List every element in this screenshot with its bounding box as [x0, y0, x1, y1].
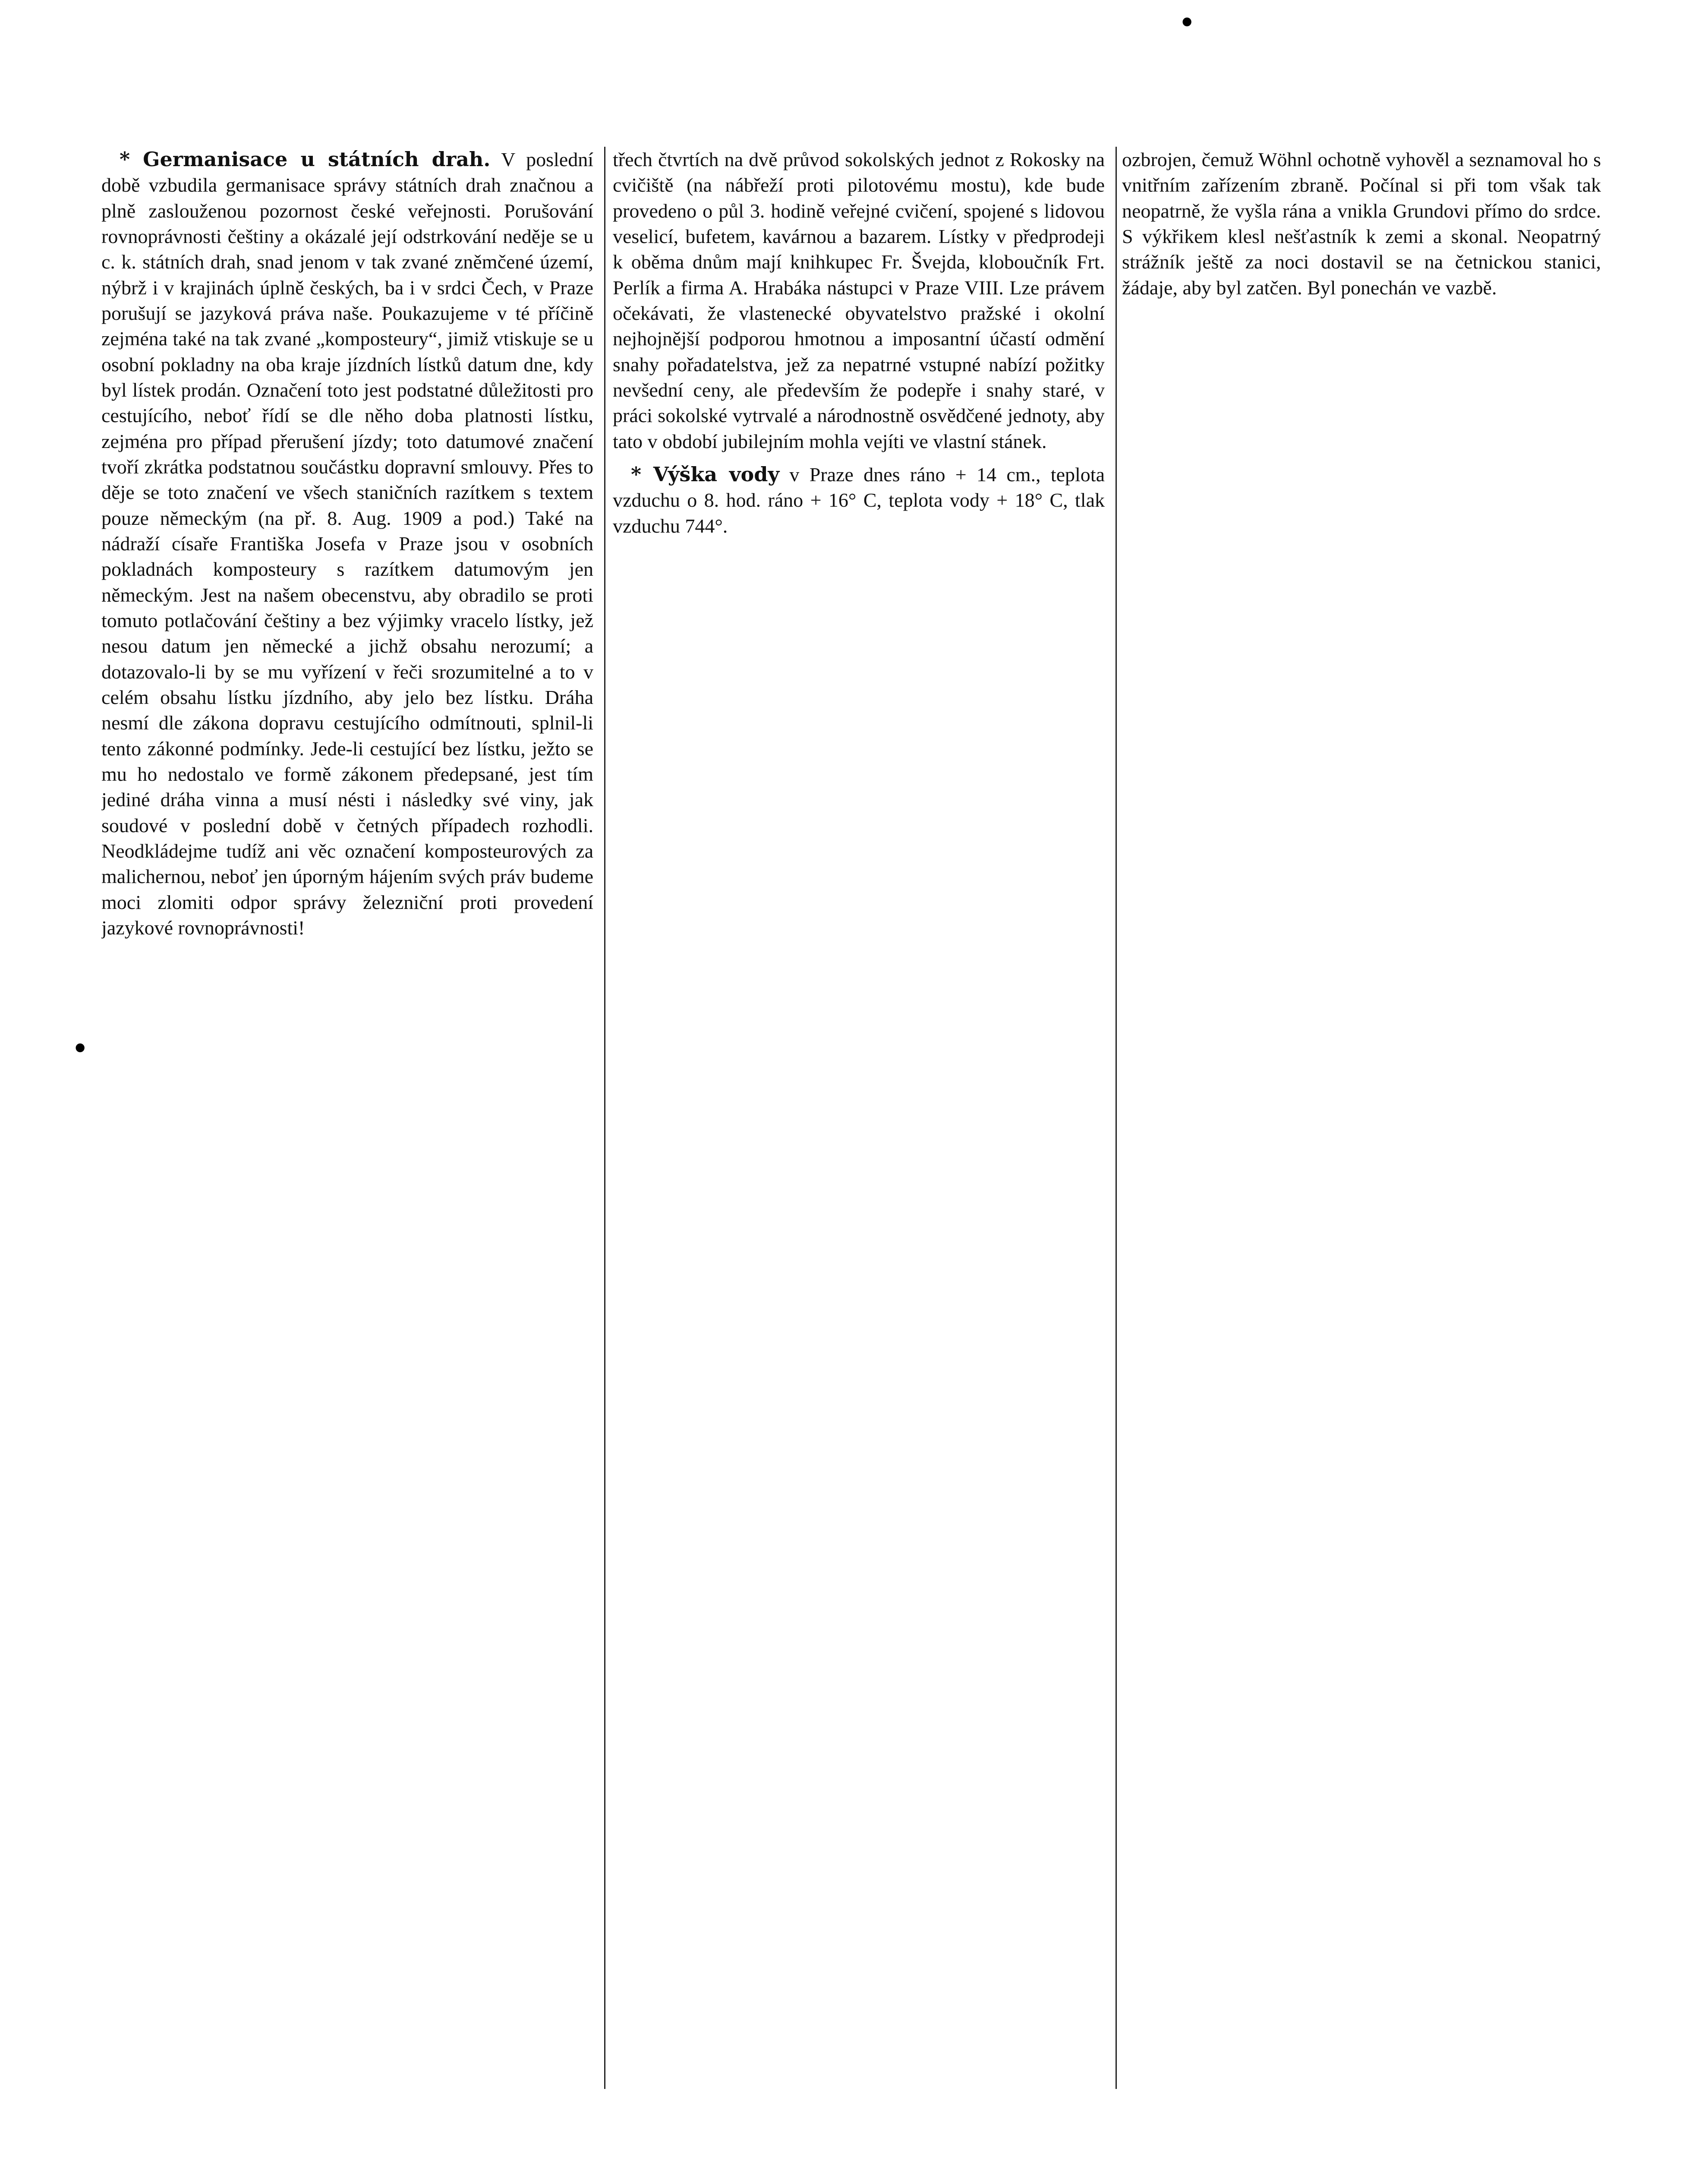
article-paragraph [101, 147, 593, 940]
article-text: třech čtvrtích na dvě průvod sokolských jednot z Rokosky na cvičiště (na nábřeží proti pilotovému mostu), kde bude provedeno o půl 3. hodině veřejné cvičení, spojené s lidovou veselicí, bufetem, kavárnou a bazarem. Lístky v předprodeji k oběma dnům mají knihkupec Fr. Švejda, kloboučník Frt. Perlík a firma A. Hrabáka nástupci v Praze VIII. Lze právem očekávati, že vlastenecké obyvatelstvo pražské i okolní nejhojnější podporou hmotnou a imposantní účastí odmění snahy pořadatelstva, jež za nepatrné vstupné nabízí požitky nevšední ceny, ale především že podepře i snahy staré, v práci sokolské vytrvalé a národnostně osvědčené jednoty, aby tato v období jubilejním mohla vejíti ve vlastní stánek. [613, 148, 1105, 452]
column-2 [613, 147, 1105, 2089]
article-headline: * Germanisace u státních drah. [120, 148, 491, 171]
article-headline: * Výška vody [631, 462, 780, 486]
article-paragraph [613, 462, 1105, 539]
article-text: ozbrojen, čemuž Wöhnl ochotně vyhověl a seznamoval ho s vnitřním zařízením zbraně. Počínal si při tom však tak neopatrně, že vyšla rána a vnikla Grundovi přímo do srdce. S výkřikem klesl nešťastník k zemi a skonal. Neopatrný strážník ještě za noci dostavil se na četnickou stanici, žádaje, aby byl zatčen. Byl ponechán ve vazbě. [1122, 148, 1601, 299]
article-paragraph [1122, 147, 1601, 300]
article-text: v Praze dnes ráno + 14 cm., teplota vzduchu o 8. hod. ráno + 16° C, teplota vody + 18° C, tlak vzduchu 744°. [613, 463, 1105, 537]
column-3 [1122, 147, 1601, 2089]
article-text: V poslední době vzbudila germanisace správy státních drah značnou a plně zaslouženou pozornost české veřejnosti. Porušování rovnoprávnosti češtiny a okázalé její odstrkování neděje se u c. k. státních drah, snad jenom v tak zvané zněmčené území, nýbrž i v krajinách úplně českých, ba i v srdci Čech, v Praze porušují se jazyková práva naše. Poukazujeme v té příčině zejména také na tak zvané „komposteury“, jimiž vtiskuje se u osobní pokladny na oba kraje jízdních lístků datum dne, kdy byl lístek prodán. Označení toto jest podstatné důležitosti pro cestujícího, neboť řídí se dle něho doba platnosti lístku, zejména pro případ přerušení jízdy; toto datumové značení tvoří zkrátka podstatnou součástku dopravní smlouvy. Přes to děje se toto značení ve všech staničních razítkem s textem pouze německým (na př. 8. Aug. 1909 a pod.) Také na nádraží císaře Františka Josefa v Praze jsou v osobních pokladnách komposteury s razítkem datumovým jen německým. Jest na našem obecenstvu, aby obradilo se proti tomuto potlačování češtiny a bez výjimky vracelo lístky, jež nesou datum jen německé a jichž obsahu nerozumí; a dotazovalo-li by se mu vyřízení v řeči srozumitelné a to v celém obsahu lístku jízdního, aby jelo bez lístku. Dráha nesmí dle zákona dopravu cestujícího odmítnouti, splnil-li tento zákonné podmínky. Jede-li cestující bez lístku, ježto se mu ho nedostalo ve formě zákonem předepsané, jest tím jediné dráha vinna a musí nésti i následky své viny, jak soudové v poslední době v četných případech rozhodli. Neodkládejme tudíž ani věc označení komposteurových za malichernou, neboť jen úporným hájením svých práv budeme moci zlomiti odpor správy železniční proti provedení jazykové rovnoprávnosti! [101, 148, 593, 939]
left-margin-dot: • [71, 1031, 89, 1066]
article-paragraph [613, 147, 1105, 454]
column-divider [604, 147, 605, 2089]
column-1 [101, 147, 593, 2089]
top-margin-dot: • [1178, 5, 1196, 41]
column-divider [1116, 147, 1117, 2089]
